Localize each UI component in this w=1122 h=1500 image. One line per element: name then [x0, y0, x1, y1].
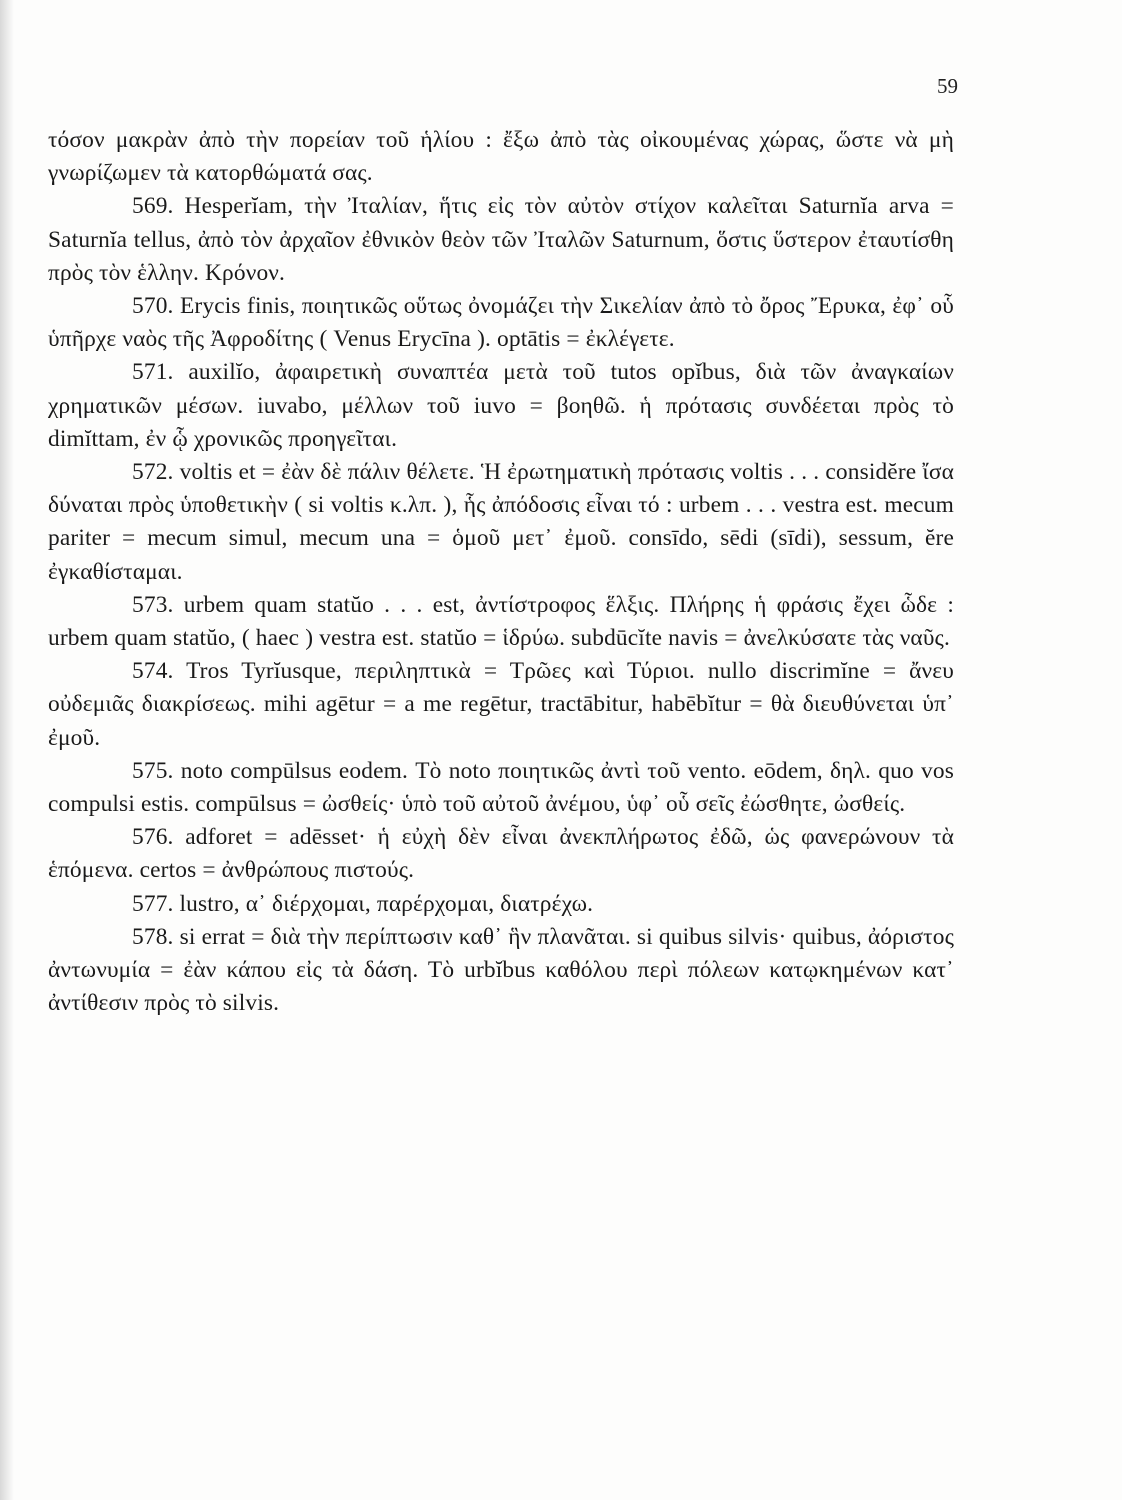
page-number: 59 [937, 74, 958, 98]
paragraph-577: 577. lustro, α᾽ διέρχομαι, παρέρχομαι, διατρέχω. [132, 890, 594, 917]
paragraph-570: 570. Erycis finis, ποιητικῶς οὕτως ὀνομάζει τὴν Σικελίαν ἀπὸ τὸ ὄρος Ἔρυκα, ἐφ᾽ οὗ ὑπῆρχε ναὸς τῆς Ἀφροδίτης ( Venus Erycīna ). optātis = ἐκλέγετε. [48, 293, 954, 353]
paragraph-572: 572. voltis et = ἐὰν δὲ πάλιν θέλετε. Ἡ ἐρωτηματικὴ πρότασις voltis . . . considĕre ἴσα δύναται πρὸς ὑποθετικὴν ( si voltis κ.λπ. ), ἧς ἀπόδοσις εἶναι τό : urbem . . . vestra est. mecum pariter = mecum simul, mecum una = ὁμοῦ μετ᾽ ἐμοῦ. consīdo, sēdi (sīdi), sessum, ĕre ἐγκαθίσταμαι. [48, 459, 954, 585]
page-shadow [0, 0, 14, 1500]
paragraph-571: 571. auxilĭo, ἀφαιρετικὴ συναπτέα μετὰ τοῦ tutos opĭbus, διὰ τῶν ἀναγκαίων χρηματικῶν μέσων. iuvabo, μέλλων τοῦ iuvo = βοηθῶ. ἡ πρότασις συνδέεται πρὸς τὸ dimĭttam, ἐν ᾧ χρονικῶς προηγεῖται. [48, 359, 954, 452]
paragraph-575: 575. noto compūlsus eodem. Τὸ noto ποιητικῶς ἀντὶ τοῦ vento. eōdem, δηλ. quo vos compulsi estis. compūlsus = ὠσθείς· ὑπὸ τοῦ αὐτοῦ ἀνέμου, ὑφ᾽ οὗ σεῖς ἐώσθητε, ὠσθείς. [48, 757, 954, 818]
commentary-text [48, 124, 954, 1020]
paragraph-573: 573. urbem quam statŭo . . . est, ἀντίστροφος ἕλξις. Πλήρης ἡ φράσις ἔχει ὧδε : urbem quam statŭo, ( haec ) vestra est. statŭo = ἱδρύω. subdūcĭte navis = ἀνελκύσατε τὰς ναῦς. [48, 591, 954, 652]
paragraph-576: 576. adforet = adēsset· ἡ εὐχὴ δὲν εἶναι ἀνεκπλήρωτος ἐδῶ, ὡς φανερώνουν τὰ ἑπόμενα. certos = ἀνθρώπους πιστούς. [48, 824, 954, 884]
paragraph-568-continuation: τόσον μακρὰν ἀπὸ τὴν πορείαν τοῦ ἡλίου : ἔξω ἀπὸ τὰς οἰκουμένας χώρας, ὥστε νὰ μὴ γνωρίζωμεν τὰ κατορθώματά σας. [48, 127, 954, 187]
paragraph-574: 574. Tros Tyrĭusque, περιληπτικὰ = Τρῶες καὶ Τύριοι. nullo discrimĭne = ἄνευ οὐδεμιᾶς διακρίσεως. mihi agētur = a me regētur, tractābitur, habēbĭtur = θὰ διευθύνεται ὑπ᾽ ἐμοῦ. [48, 658, 954, 751]
paragraph-569: 569. Hesperĭam, τὴν Ἰταλίαν, ἥτις εἰς τὸν αὐτὸν στίχον καλεῖται Saturnĭa arva = Saturnĭa tellus, ἀπὸ τὸν ἀρχαῖον ἐθνικὸν θεὸν τῶν Ἰταλῶν Saturnum, ὅστις ὕστερον ἐταυτίσθη πρὸς τὸν ἑλλην. Κρόνον. [48, 193, 954, 286]
paragraph-578: 578. si errat = διὰ τὴν περίπτωσιν καθ᾽ ἣν πλανᾶται. si quibus silvis· quibus, ἀόριστος ἀντωνυμία = ἐὰν κάπου εἰς τὰ δάση. Τὸ urbĭbus καθόλου περὶ πόλεων κατῳκημένων κατ᾽ ἀντίθεσιν πρὸς τὸ silvis. [48, 923, 954, 1017]
